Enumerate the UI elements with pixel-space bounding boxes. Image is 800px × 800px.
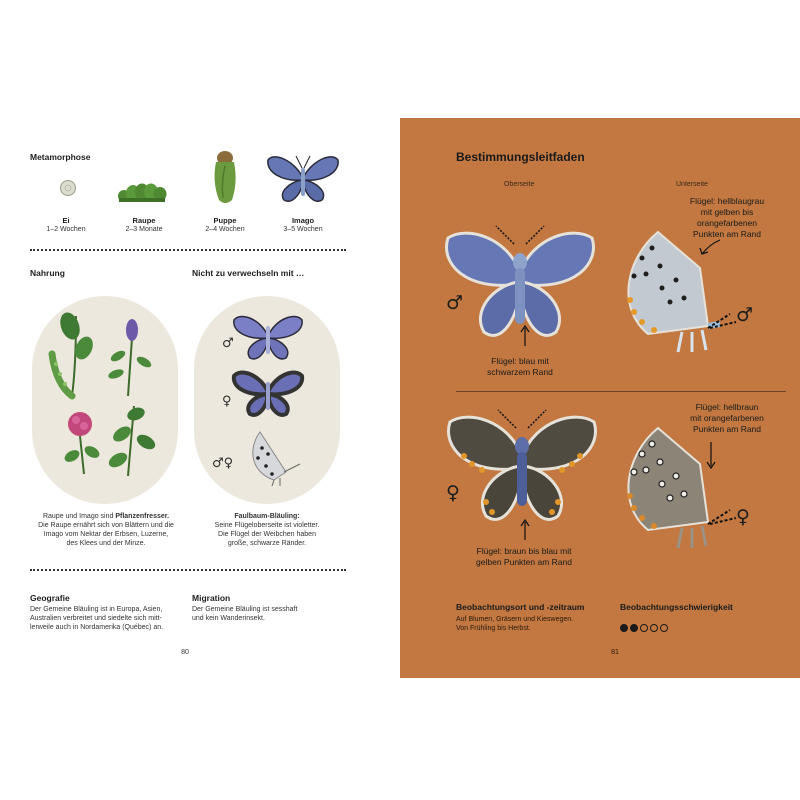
imago-icon [266, 150, 340, 208]
observation-place-text [456, 615, 573, 633]
callout-line: Flügel: blau mit [491, 356, 549, 366]
pointer-arrow-icon [704, 442, 718, 470]
geography-line: lerweile auch in Nordamerika (Québec) an. [30, 624, 164, 631]
difficulty-dot-empty [650, 624, 658, 632]
food-caption-line: Die Raupe ernährt sich von Blättern und die [38, 522, 174, 529]
geography-title: Geografie [30, 593, 70, 603]
food-caption-line: Imago vom Nektar der Erbsen, Luzerne, [43, 531, 169, 538]
female-upperside-callout [436, 546, 612, 568]
guide-title: Bestimmungsleitfaden [456, 150, 585, 164]
plants-illustration [32, 296, 178, 504]
stage-duration: 2–3 Monate [125, 226, 163, 233]
difficulty-dot-empty [660, 624, 668, 632]
stage-duration: 2–4 Wochen [205, 226, 245, 233]
callout-line: orangefarbenen [696, 218, 758, 228]
female-symbol: ♀ [222, 394, 232, 409]
food-caption-line: des Klees und der Minze. [66, 540, 146, 547]
migration-title: Migration [192, 593, 231, 603]
migration-text [192, 605, 342, 623]
stage-duration: 3–5 Wochen [283, 226, 323, 233]
underside-label: Unterseite [676, 181, 708, 188]
similar-butterfly-underside-icon [246, 428, 306, 488]
male-symbol: ♂ [222, 336, 234, 351]
male-upperside-callout [440, 356, 600, 378]
callout-line: mit orangefarbenen [690, 413, 764, 423]
stage-name: Ei [62, 216, 70, 225]
food-caption [26, 512, 186, 548]
similar-butterfly-female-icon [232, 368, 304, 420]
callout-line: mit gelben bis [700, 207, 754, 217]
egg-icon [58, 178, 82, 202]
callout-line: Punkten am Rand [692, 229, 762, 239]
metamorphosis-title: Metamorphose [30, 152, 91, 162]
callout-line: gelben Punkten am Rand [476, 557, 572, 567]
geography-line: Australien verbreitet und siedelte sich mitt- [30, 615, 162, 622]
difficulty-dot-filled [630, 624, 638, 632]
male-symbol: ♂ [446, 292, 464, 314]
migration-line: Der Gemeine Bläuling ist sesshaft [192, 606, 298, 613]
female-symbol: ♀ [446, 482, 460, 504]
food-caption-bold: Pflanzenfresser. [115, 513, 170, 520]
female-symbol: ♀ [736, 506, 750, 528]
male-underside-callout [668, 196, 786, 240]
stage-name: Imago [291, 216, 315, 225]
upperside-label: Oberseite [504, 181, 535, 188]
difficulty-dot-empty [640, 624, 648, 632]
observation-place-title: Beobachtungsort und -zeitraum [456, 602, 585, 612]
female-underside-butterfly-icon [612, 424, 772, 564]
male-symbol: ♂ [736, 304, 754, 326]
callout-line: Punkten am Rand [692, 424, 762, 434]
observation-line: Von Frühling bis Herbst. [456, 625, 531, 632]
female-upperside-butterfly-icon [442, 408, 602, 536]
confusion-caption-line: Seine Flügeloberseite ist violetter. [214, 522, 320, 529]
male-underside-butterfly-icon [612, 228, 772, 368]
confusion-title: Nicht zu verwechseln mit … [192, 268, 305, 278]
callout-line: schwarzem Rand [487, 367, 553, 377]
food-caption-text: Raupe und Imago sind [42, 513, 116, 520]
similar-species-name: Faulbaum-Bläuling: [234, 513, 300, 520]
callout-line: Flügel: hellblaugrau [689, 196, 765, 206]
geography-line: Der Gemeine Bläuling ist in Europa, Asien, [30, 606, 163, 613]
pointer-arrow-icon [520, 324, 530, 346]
male-female-symbol: ♂♀ [212, 456, 234, 471]
observation-line: Auf Blumen, Gräsern und Kieswegen. [456, 616, 574, 623]
difficulty-title: Beobachtungsschwierigkeit [620, 602, 733, 612]
difficulty-rating [620, 619, 670, 637]
page-number: 81 [611, 649, 619, 656]
confusion-caption [190, 512, 344, 548]
stage-duration: 1–2 Wochen [46, 226, 86, 233]
pupa-icon [210, 148, 240, 206]
caterpillar-icon [116, 179, 172, 205]
callout-line: Flügel: hellbraun [695, 402, 759, 412]
divider [30, 569, 346, 571]
food-title: Nahrung [30, 268, 65, 278]
stage-name: Raupe [132, 216, 156, 225]
similar-butterfly-male-icon [232, 312, 304, 364]
migration-line: und kein Wanderinsekt. [192, 615, 265, 622]
stage-name: Puppe [213, 216, 237, 225]
pointer-arrow-icon [520, 518, 530, 540]
confusion-caption-line: Die Flügel der Weibchen haben [218, 531, 316, 538]
confusion-caption-line: große, schwarze Ränder. [227, 540, 307, 547]
difficulty-dot-filled [620, 624, 628, 632]
page-number: 80 [181, 649, 189, 656]
female-underside-callout [672, 402, 782, 435]
geography-text [30, 605, 200, 632]
pointer-arrow-icon [698, 238, 722, 258]
divider [30, 249, 346, 251]
divider [456, 391, 786, 392]
callout-line: Flügel: braun bis blau mit [476, 546, 572, 556]
